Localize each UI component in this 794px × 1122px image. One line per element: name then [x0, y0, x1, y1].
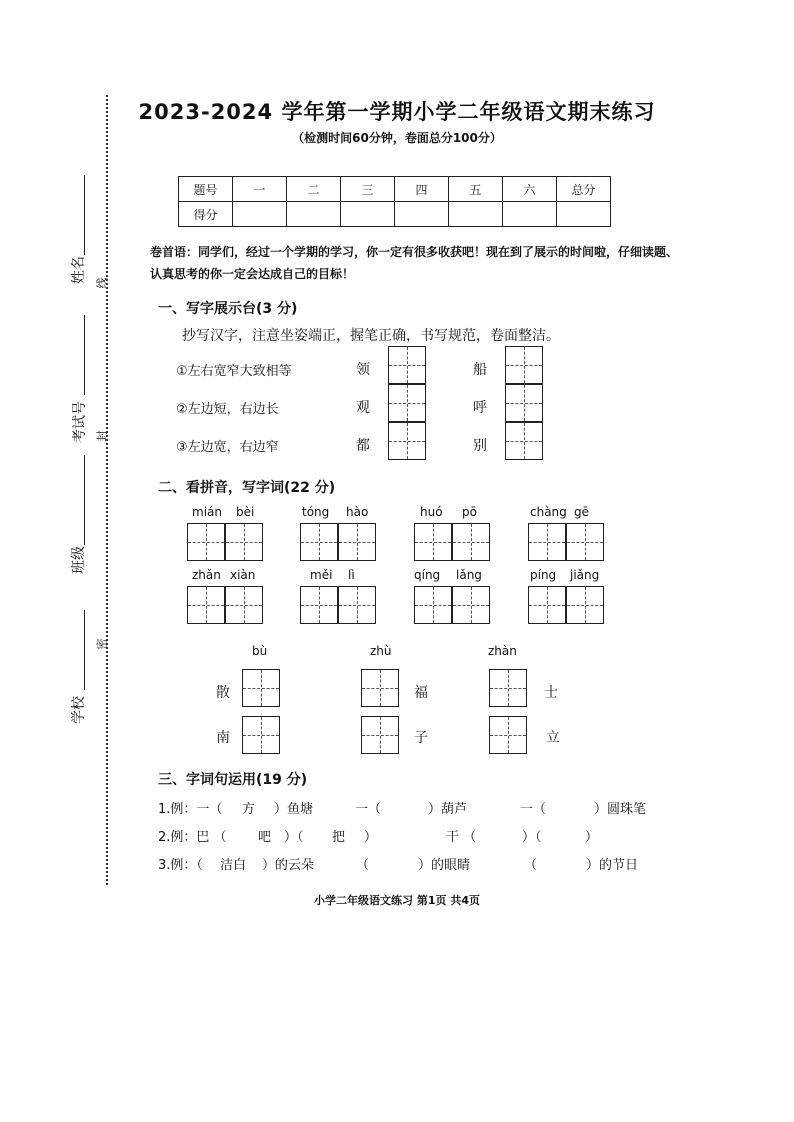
q2-example-2: 把 — [332, 830, 346, 845]
seal-mi-char: 密 — [95, 638, 109, 650]
pinyin-label: lǎng — [456, 568, 482, 582]
writing-grid[interactable] — [528, 586, 566, 624]
q1-label: 1.例：一（ — [158, 802, 223, 817]
writing-grid[interactable] — [566, 523, 604, 561]
writing-grid[interactable] — [388, 422, 426, 460]
pinyin-label: píng — [530, 568, 557, 582]
q2-b-mid: ）（ — [522, 830, 542, 845]
pinyin-label: zhàn — [488, 644, 517, 658]
score-header-cell: 题号 — [179, 177, 233, 202]
seal-line-char: 线 — [95, 277, 109, 289]
writing-grid[interactable] — [187, 586, 225, 624]
q2-b-tail: ） — [585, 830, 599, 845]
section1-char-2a: 观 — [356, 400, 370, 416]
section1-char-2b: 呼 — [473, 400, 487, 416]
given-char: 南 — [216, 730, 230, 746]
section1-instruction: 抄写汉字，注意坐姿端正，握笔正确，书写规范，卷面整洁。 — [182, 328, 560, 344]
pinyin-label: gē — [574, 505, 589, 519]
writing-grid[interactable] — [300, 586, 338, 624]
pinyin-label: měi — [310, 568, 333, 582]
given-char: 子 — [414, 730, 428, 746]
score-cell[interactable] — [557, 202, 611, 227]
writing-grid[interactable] — [505, 422, 543, 460]
writing-grid[interactable] — [528, 523, 566, 561]
section1-rule-3: ③左边宽，右边窄 — [176, 440, 279, 455]
q3-b-open: （ — [356, 858, 370, 873]
score-table — [178, 176, 611, 227]
writing-grid[interactable] — [489, 716, 527, 754]
school-label: 学校 — [71, 696, 87, 724]
writing-grid[interactable] — [225, 523, 263, 561]
name-label: 姓名 — [71, 256, 87, 284]
writing-grid[interactable] — [505, 384, 543, 422]
score-header-cell: 五 — [449, 177, 503, 202]
score-cell[interactable] — [449, 202, 503, 227]
pinyin-label: xiàn — [230, 568, 256, 582]
writing-grid[interactable] — [388, 346, 426, 384]
given-char: 立 — [546, 730, 560, 746]
pinyin-label: tóng — [302, 505, 330, 519]
q3-example: 洁白 — [220, 858, 247, 873]
section1-char-3b: 别 — [473, 438, 487, 454]
writing-grid[interactable] — [414, 586, 452, 624]
school-underline — [84, 610, 85, 690]
pinyin-label: mián — [192, 505, 222, 519]
writing-grid[interactable] — [300, 523, 338, 561]
writing-grid[interactable] — [489, 669, 527, 707]
q1-c-open: 一（ — [520, 802, 547, 817]
score-header-cell: 四 — [395, 177, 449, 202]
score-table-header-row — [179, 177, 611, 202]
q1-c-tail: ）圆珠笔 — [594, 802, 647, 817]
pinyin-label: pō — [462, 505, 477, 519]
pinyin-label: bù — [252, 644, 268, 658]
writing-grid[interactable] — [414, 523, 452, 561]
section1-rule-2: ②左边短，右边长 — [176, 402, 279, 417]
writing-grid[interactable] — [452, 523, 490, 561]
writing-grid[interactable] — [388, 384, 426, 422]
q2-b-open: 干 （ — [446, 830, 477, 845]
given-char: 士 — [544, 685, 558, 701]
writing-grid[interactable] — [361, 716, 399, 754]
q1-b-tail: ）葫芦 — [428, 802, 468, 817]
page-title: 2023-2024 学年第一学期小学二年级语文期末练习 — [138, 100, 656, 124]
exam-no-label: 考试号 — [72, 401, 88, 443]
writing-grid[interactable] — [338, 586, 376, 624]
score-header-cell: 三 — [341, 177, 395, 202]
score-cell[interactable] — [233, 202, 287, 227]
intro-text: 卷首语：同学们，经过一个学期的学习，你一定有很多收获吧！现在到了展示的时间啦，仔细读题、认真思考的你一定会达成自己的目标！ — [150, 245, 679, 281]
q2-example-1: 吧 — [258, 830, 272, 845]
score-header-cell: 一 — [233, 177, 287, 202]
section3-title: 三、字词句运用(19 分) — [158, 772, 308, 788]
score-cell[interactable] — [395, 202, 449, 227]
q2-example-mid: ）（ — [284, 830, 304, 845]
writing-grid[interactable] — [187, 523, 225, 561]
pinyin-label: chàng — [530, 505, 567, 519]
section2-title: 二、看拼音，写字词(22 分) — [158, 480, 336, 496]
q1-example-tail: ）鱼塘 — [274, 802, 314, 817]
pinyin-label: hào — [346, 505, 369, 519]
writing-grid[interactable] — [452, 586, 490, 624]
given-char: 福 — [414, 685, 428, 701]
q3-c-open: （ — [524, 858, 538, 873]
binding-dotted-line — [106, 95, 108, 885]
score-table-score-row — [179, 202, 611, 227]
q2-example-tail: ） — [364, 830, 378, 845]
name-underline — [84, 175, 85, 255]
score-cell[interactable] — [341, 202, 395, 227]
q1-b-open: 一（ — [355, 802, 382, 817]
writing-grid[interactable] — [566, 586, 604, 624]
q3-b-tail: ）的眼睛 — [418, 858, 471, 873]
writing-grid[interactable] — [242, 716, 280, 754]
score-header-cell: 二 — [287, 177, 341, 202]
q3-label: 3.例：（ — [158, 858, 203, 873]
seal-feng-char: 封 — [95, 430, 109, 442]
q3-c-tail: ）的节日 — [586, 858, 639, 873]
score-cell[interactable] — [287, 202, 341, 227]
class-underline — [84, 455, 85, 545]
exam-no-underline — [84, 315, 85, 395]
writing-grid[interactable] — [361, 669, 399, 707]
writing-grid[interactable] — [505, 346, 543, 384]
writing-grid[interactable] — [338, 523, 376, 561]
pinyin-label: jiǎng — [570, 568, 600, 582]
writing-grid[interactable] — [225, 586, 263, 624]
score-header-cell: 六 — [503, 177, 557, 202]
q2-label: 2.例：巴 （ — [158, 830, 227, 845]
pinyin-label: zhù — [370, 644, 392, 658]
given-char: 散 — [216, 685, 230, 701]
page-footer: 小学二年级语文练习 第1页 共4页 — [314, 894, 480, 907]
score-cell[interactable] — [503, 202, 557, 227]
q3-example-tail: ）的云朵 — [262, 858, 315, 873]
section1-char-1b: 船 — [473, 362, 487, 378]
score-row-label: 得分 — [179, 202, 233, 227]
q1-example: 方 — [242, 802, 256, 817]
page-subtitle: （检测时间60分钟，卷面总分100分） — [292, 131, 502, 145]
section1-char-3a: 都 — [356, 438, 370, 454]
section1-char-1a: 领 — [356, 362, 370, 378]
pinyin-label: huó — [420, 505, 443, 519]
pinyin-label: lì — [348, 568, 355, 582]
pinyin-label: bèi — [236, 505, 255, 519]
class-label: 班级 — [71, 546, 87, 574]
section1-title: 一、写字展示台(3 分) — [158, 301, 298, 317]
pinyin-label: qíng — [414, 568, 441, 582]
score-header-cell: 总分 — [557, 177, 611, 202]
section1-rule-1: ①左右宽窄大致相等 — [176, 364, 292, 379]
pinyin-label: zhǎn — [192, 568, 221, 582]
writing-grid[interactable] — [242, 669, 280, 707]
